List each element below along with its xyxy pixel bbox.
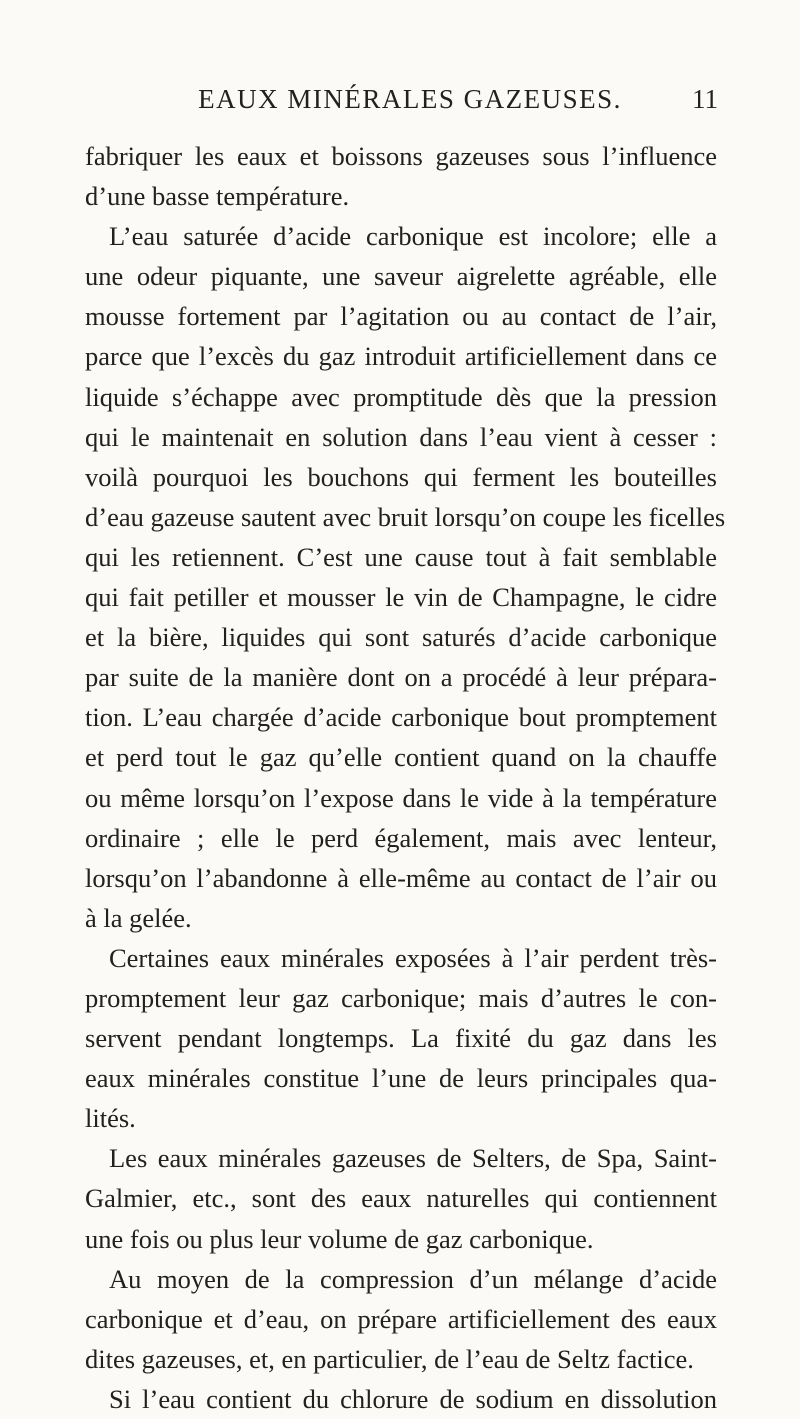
text-line: ordinaire ; elle le perd également, mais avec lenteur, (85, 822, 717, 853)
text-line: Au moyen de la compression d’un mélange d’acide (109, 1263, 717, 1294)
text-line: qui fait petiller et mousser le vin de Champagne, le cidre (85, 582, 717, 613)
text-line: L’eau saturée d’acide carbonique est incolore; elle a (109, 221, 717, 252)
page-number: 11 (692, 84, 718, 114)
text-line: parce que l’excès du gaz introduit artificiellement dans ce (85, 341, 717, 372)
text-line: fabriquer les eaux et boissons gazeuses sous l’influence (85, 141, 717, 171)
text-line: lités. (85, 1103, 136, 1134)
text-line: et perd tout le gaz qu’elle contient quand on la chauffe (85, 742, 717, 773)
text-line: lorsqu’on l’abandonne à elle-même au contact de l’air ou (85, 862, 717, 893)
text-line: qui les retiennent. C’est une cause tout à fait semblable (85, 541, 717, 572)
text-line: qui le maintenait en solution dans l’eau vient à cesser : (85, 421, 717, 452)
text-line: Galmier, etc., sont des eaux naturelles qui contiennent (85, 1183, 717, 1214)
text-line: et la bière, liquides qui sont saturés d’acide carbonique (85, 622, 717, 653)
text-line: à la gelée. (85, 902, 192, 933)
text-line: voilà pourquoi les bouchons qui ferment les bouteilles (85, 461, 717, 492)
text-line: mousse fortement par l’agitation ou au contact de l’air, (85, 301, 717, 332)
text-line: par suite de la manière dont on a procédé à leur prépara- (85, 662, 717, 693)
text-line: eaux minérales constitue l’une de leurs principales qua- (85, 1063, 717, 1094)
text-line: liquide s’échappe avec promptitude dès que la pression (85, 381, 717, 412)
text-line: Les eaux minérales gazeuses de Selters, de Spa, Saint- (109, 1143, 717, 1174)
text-line: Si l’eau contient du chlorure de sodium en dissolution (109, 1383, 717, 1414)
text-line: une odeur piquante, une saveur aigrelette agréable, elle (85, 261, 717, 292)
text-line: promptement leur gaz carbonique; mais d’autres le con- (85, 982, 717, 1013)
body-text (85, 136, 726, 1419)
running-header: EAUX MINÉRALES GAZEUSES. (198, 84, 622, 114)
text-line: d’eau gazeuse sautent avec bruit lorsqu’on coupe les ficelles (85, 501, 726, 532)
text-line: dites gazeuses, et, en particulier, de l’eau de Seltz factice. (85, 1343, 694, 1374)
text-line: d’une basse température. (85, 181, 350, 212)
text-line: tion. L’eau chargée d’acide carbonique bout promptement (85, 702, 717, 733)
text-line: Certaines eaux minérales exposées à l’air perdent très- (109, 942, 717, 973)
text-line: carbonique et d’eau, on prépare artificiellement des eaux (85, 1303, 717, 1334)
text-line: une fois ou plus leur volume de gaz carbonique. (85, 1223, 594, 1254)
text-line: ou même lorsqu’on l’expose dans le vide à la température (85, 782, 717, 813)
text-line: servent pendant longtemps. La fixité du gaz dans les (85, 1023, 717, 1054)
